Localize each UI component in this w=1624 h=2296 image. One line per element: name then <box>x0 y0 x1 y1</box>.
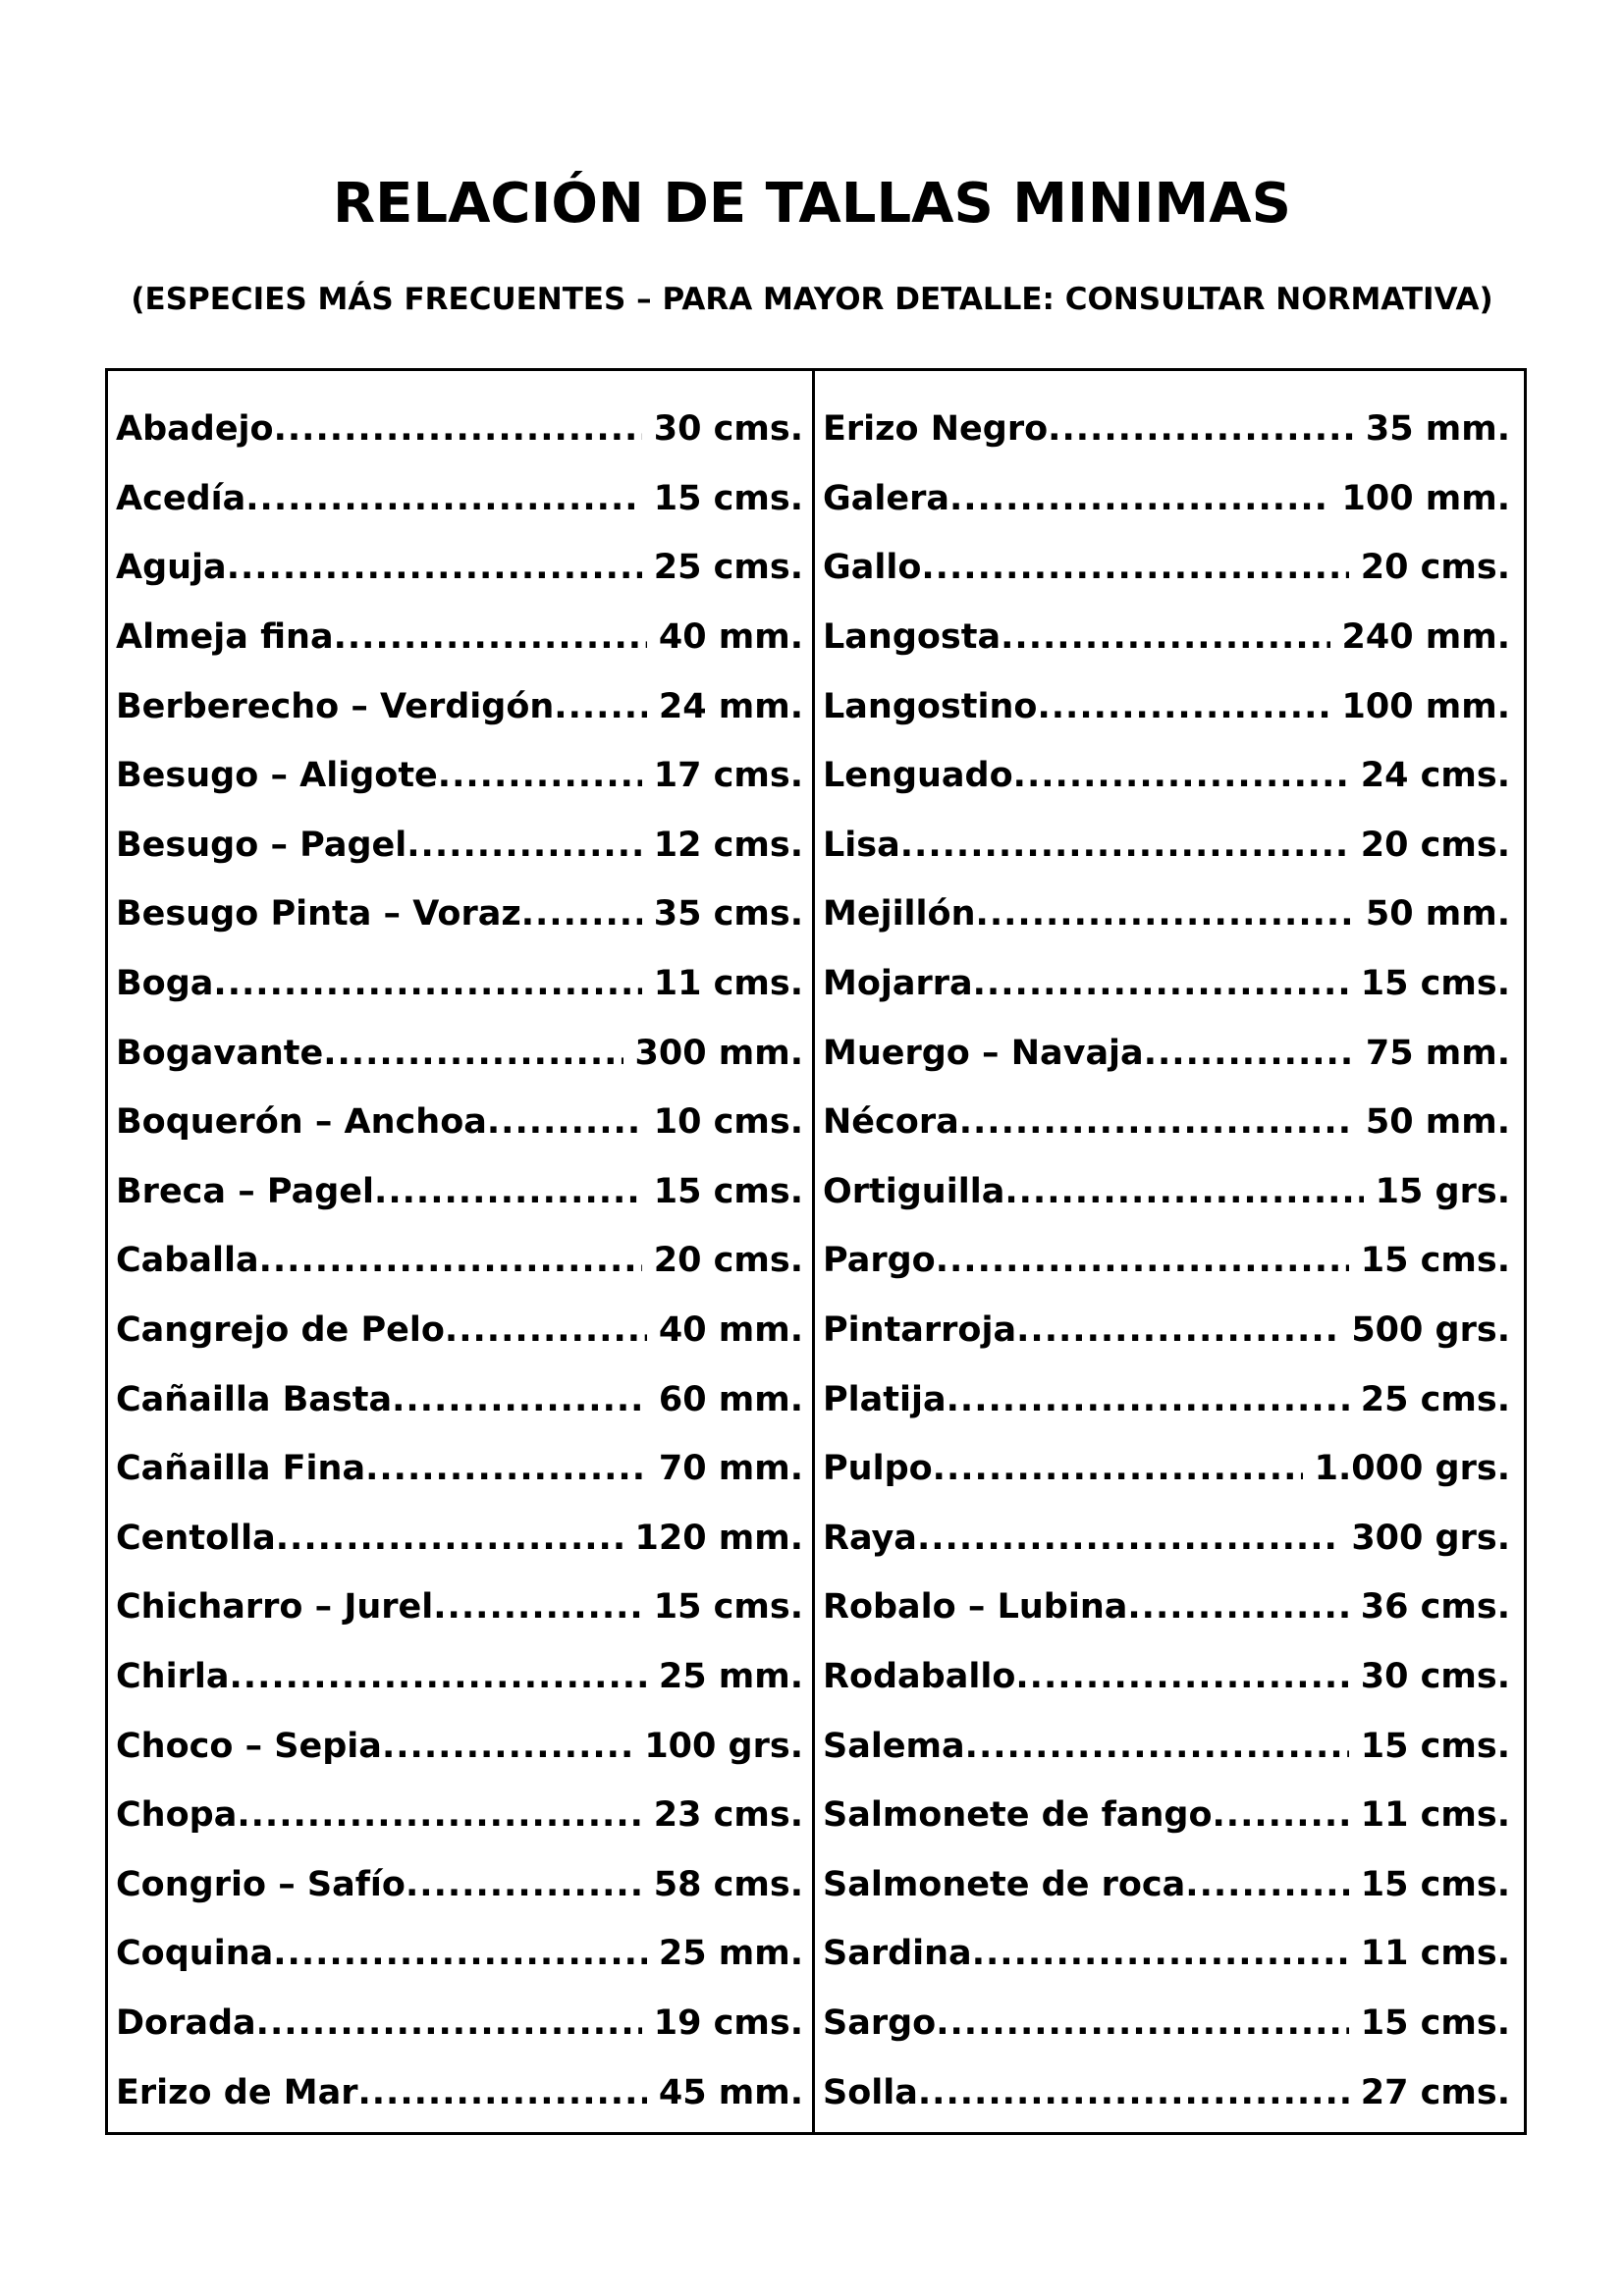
species-row <box>823 741 1510 811</box>
species-row <box>116 1018 803 1088</box>
minimum-size-value: 15 cms. <box>653 1587 803 1628</box>
species-name: Raya <box>823 1518 917 1558</box>
dot-leader <box>213 964 641 1003</box>
dot-leader <box>1212 1795 1348 1835</box>
minimum-size-value: 15 cms. <box>1360 1241 1510 1281</box>
minimum-size-value: 15 cms. <box>1360 2002 1510 2043</box>
species-name: Boquerón – Anchoa <box>116 1102 487 1143</box>
dot-leader <box>1127 1587 1348 1627</box>
species-name: Choco – Sepia <box>116 1726 382 1766</box>
species-row <box>116 880 803 949</box>
species-name: Besugo – Aligote <box>116 756 438 796</box>
species-row <box>823 1573 1510 1642</box>
dot-leader <box>357 2073 646 2112</box>
dot-leader <box>406 1865 642 1904</box>
species-row <box>823 464 1510 534</box>
species-row <box>116 1364 803 1434</box>
minimum-size-value: 60 mm. <box>658 1379 803 1419</box>
dot-leader <box>273 1934 647 1973</box>
minimum-size-value: 120 mm. <box>634 1518 803 1558</box>
species-name: Langosta <box>823 617 1001 658</box>
species-name: Muergo – Navaja <box>823 1033 1144 1073</box>
page-subtitle: (ESPECIES MÁS FRECUENTES – PARA MAYOR DETALLE: CONSULTAR NORMATIVA) <box>131 282 1493 317</box>
minimum-size-value: 15 cms. <box>1360 1726 1510 1766</box>
dot-leader <box>1016 1310 1339 1350</box>
species-row <box>823 1434 1510 1504</box>
species-name: Salmonete de fango <box>823 1795 1213 1836</box>
species-row <box>116 1088 803 1157</box>
species-row <box>116 395 803 464</box>
minimum-size-value: 15 cms. <box>653 1171 803 1211</box>
species-row <box>823 1018 1510 1088</box>
minimum-size-value: 300 grs. <box>1351 1518 1510 1558</box>
minimum-size-value: 30 cms. <box>653 409 803 450</box>
species-name: Congrio – Safío <box>116 1864 406 1904</box>
dot-leader <box>365 1449 647 1488</box>
species-row <box>823 603 1510 672</box>
species-row <box>823 2057 1510 2127</box>
right-species-column <box>823 395 1510 2127</box>
species-name: Gallo <box>823 548 922 588</box>
minimum-size-value: 11 cms. <box>1360 1795 1510 1836</box>
species-name: Sardina <box>823 1934 972 1974</box>
species-row <box>823 395 1510 464</box>
column-divider <box>812 368 815 2135</box>
species-name: Chirla <box>116 1656 230 1696</box>
species-row <box>116 464 803 534</box>
dot-leader <box>229 1657 646 1696</box>
minimum-size-value: 10 cms. <box>653 1102 803 1143</box>
species-name: Almeja fina <box>116 617 334 658</box>
species-row <box>116 2057 803 2127</box>
species-row <box>823 1711 1510 1781</box>
species-row <box>823 1642 1510 1712</box>
dot-leader <box>487 1102 642 1142</box>
species-name: Mejillón <box>823 894 976 934</box>
species-name: Robalo – Lubina <box>823 1587 1128 1628</box>
species-name: Pulpo <box>823 1449 933 1489</box>
minimum-size-value: 11 cms. <box>653 964 803 1004</box>
species-row <box>116 533 803 603</box>
dot-leader <box>1004 1172 1363 1211</box>
species-name: Ortiguilla <box>823 1171 1005 1211</box>
species-name: Aguja <box>116 548 227 588</box>
minimum-size-value: 25 cms. <box>1360 1379 1510 1419</box>
dot-leader <box>1037 687 1329 726</box>
species-row <box>116 1781 803 1850</box>
species-row <box>116 949 803 1019</box>
species-name: Salmonete de roca <box>823 1864 1186 1904</box>
species-name: Langostino <box>823 686 1038 726</box>
minimum-size-value: 20 cms. <box>653 1241 803 1281</box>
species-row <box>116 1157 803 1227</box>
species-name: Salema <box>823 1726 965 1766</box>
minimum-size-value: 25 mm. <box>658 1934 803 1974</box>
minimum-size-value: 500 grs. <box>1351 1310 1510 1351</box>
minimum-size-value: 12 cms. <box>653 825 803 865</box>
species-row <box>116 1849 803 1919</box>
dot-leader <box>936 2003 1349 2043</box>
species-name: Caballa <box>116 1241 259 1281</box>
species-row <box>823 1226 1510 1296</box>
dot-leader <box>382 1727 632 1766</box>
dot-leader <box>256 2003 642 2043</box>
species-name: Nécora <box>823 1102 959 1143</box>
minimum-size-value: 40 mm. <box>658 617 803 658</box>
species-name: Erizo Negro <box>823 409 1049 450</box>
dot-leader <box>976 894 1354 934</box>
dot-leader <box>1185 1865 1348 1904</box>
minimum-size-value: 15 cms. <box>653 478 803 518</box>
species-row <box>823 533 1510 603</box>
dot-leader <box>933 1449 1303 1488</box>
minimum-size-value: 100 grs. <box>644 1726 803 1766</box>
minimum-size-value: 1.000 grs. <box>1314 1449 1510 1489</box>
minimum-size-value: 35 mm. <box>1365 409 1510 450</box>
dot-leader <box>237 1795 641 1835</box>
minimum-size-value: 58 cms. <box>653 1864 803 1904</box>
species-row <box>116 1504 803 1574</box>
minimum-size-value: 19 cms. <box>653 2002 803 2043</box>
species-row <box>823 1781 1510 1850</box>
species-row <box>823 1849 1510 1919</box>
species-name: Sargo <box>823 2002 937 2043</box>
minimum-size-value: 20 cms. <box>1360 548 1510 588</box>
species-row <box>116 1434 803 1504</box>
dot-leader <box>521 894 642 934</box>
dot-leader <box>554 687 647 726</box>
minimum-size-value: 36 cms. <box>1360 1587 1510 1628</box>
species-name: Cañailla Fina <box>116 1449 366 1489</box>
dot-leader <box>245 479 642 518</box>
minimum-size-value: 240 mm. <box>1341 617 1510 658</box>
species-name: Centolla <box>116 1518 276 1558</box>
species-row <box>116 603 803 672</box>
minimum-size-value: 15 grs. <box>1375 1171 1510 1211</box>
species-row <box>116 741 803 811</box>
minimum-size-value: 30 cms. <box>1360 1656 1510 1696</box>
species-name: Dorada <box>116 2002 256 2043</box>
minimum-size-value: 11 cms. <box>1360 1934 1510 1974</box>
species-row <box>116 1296 803 1365</box>
dot-leader <box>1013 756 1349 795</box>
dot-leader <box>900 826 1349 865</box>
minimum-size-value: 100 mm. <box>1341 686 1510 726</box>
species-row <box>823 880 1510 949</box>
minimum-size-value: 23 cms. <box>653 1795 803 1836</box>
species-name: Cangrejo de Pelo <box>116 1310 445 1351</box>
dot-leader <box>921 548 1348 587</box>
species-row <box>823 949 1510 1019</box>
dot-leader <box>947 1380 1349 1419</box>
minimum-size-value: 75 mm. <box>1365 1033 1510 1073</box>
species-name: Breca – Pagel <box>116 1171 375 1211</box>
minimum-size-value: 15 cms. <box>1360 964 1510 1004</box>
dot-leader <box>1048 409 1354 449</box>
species-name: Boga <box>116 964 214 1004</box>
species-name: Besugo Pinta – Voraz <box>116 894 521 934</box>
minimum-size-value: 50 mm. <box>1365 1102 1510 1143</box>
dot-leader <box>323 1034 623 1073</box>
species-row <box>823 1364 1510 1434</box>
dot-leader <box>1001 617 1329 657</box>
minimum-size-value: 300 mm. <box>634 1033 803 1073</box>
species-row <box>823 1989 1510 2058</box>
minimum-size-value: 50 mm. <box>1365 894 1510 934</box>
dot-leader <box>334 617 647 657</box>
dot-leader <box>227 548 642 587</box>
species-name: Galera <box>823 478 949 518</box>
species-name: Coquina <box>116 1934 274 1974</box>
dot-leader <box>276 1519 623 1558</box>
dot-leader <box>445 1310 647 1350</box>
species-row <box>116 811 803 881</box>
species-name: Chopa <box>116 1795 238 1836</box>
species-name: Erizo de Mar <box>116 2072 358 2112</box>
species-row <box>116 1573 803 1642</box>
dot-leader <box>392 1380 647 1419</box>
species-row <box>823 1504 1510 1574</box>
species-row <box>116 1711 803 1781</box>
species-row <box>116 1989 803 2058</box>
minimum-size-value: 40 mm. <box>658 1310 803 1351</box>
minimum-size-value: 24 mm. <box>658 686 803 726</box>
minimum-size-value: 25 cms. <box>653 548 803 588</box>
dot-leader <box>959 1102 1354 1142</box>
species-row <box>116 671 803 741</box>
left-species-column <box>116 395 803 2127</box>
species-name: Berberecho – Verdigón <box>116 686 555 726</box>
species-row <box>823 811 1510 881</box>
species-name: Besugo – Pagel <box>116 825 407 865</box>
species-name: Lisa <box>823 825 900 865</box>
species-name: Pargo <box>823 1241 936 1281</box>
species-row <box>823 1296 1510 1365</box>
minimum-size-value: 15 cms. <box>1360 1864 1510 1904</box>
species-name: Bogavante <box>116 1033 324 1073</box>
minimum-size-value: 45 mm. <box>658 2072 803 2112</box>
dot-leader <box>936 1241 1349 1280</box>
dot-leader <box>918 2073 1349 2112</box>
minimum-size-value: 24 cms. <box>1360 756 1510 796</box>
dot-leader <box>406 826 641 865</box>
species-row <box>823 1919 1510 1989</box>
dot-leader <box>274 409 642 449</box>
dot-leader <box>433 1587 641 1627</box>
species-name: Cañailla Basta <box>116 1379 393 1419</box>
minimum-size-value: 20 cms. <box>1360 825 1510 865</box>
species-name: Mojarra <box>823 964 973 1004</box>
dot-leader <box>259 1241 642 1280</box>
species-row <box>116 1919 803 1989</box>
dot-leader <box>374 1172 642 1211</box>
minimum-size-value: 17 cms. <box>653 756 803 796</box>
species-name: Abadejo <box>116 409 274 450</box>
minimum-size-value: 25 mm. <box>658 1656 803 1696</box>
dot-leader <box>973 964 1349 1003</box>
page-title: RELACIÓN DE TALLAS MINIMAS <box>333 172 1291 236</box>
dot-leader <box>917 1519 1339 1558</box>
dot-leader <box>949 479 1330 518</box>
species-name: Platija <box>823 1379 947 1419</box>
dot-leader <box>972 1934 1349 1973</box>
species-row <box>116 1226 803 1296</box>
species-row <box>116 1642 803 1712</box>
minimum-size-value: 27 cms. <box>1360 2072 1510 2112</box>
species-name: Solla <box>823 2072 918 2112</box>
species-name: Rodaballo <box>823 1656 1016 1696</box>
species-name: Lenguado <box>823 756 1013 796</box>
species-name: Pintarroja <box>823 1310 1017 1351</box>
dot-leader <box>1144 1034 1354 1073</box>
minimum-size-value: 35 cms. <box>653 894 803 934</box>
dot-leader <box>438 756 642 795</box>
species-row <box>823 1157 1510 1227</box>
dot-leader <box>965 1727 1349 1766</box>
species-name: Chicharro – Jurel <box>116 1587 434 1628</box>
species-name: Acedía <box>116 478 246 518</box>
dot-leader <box>1015 1657 1348 1696</box>
species-row <box>823 1088 1510 1157</box>
minimum-size-value: 70 mm. <box>658 1449 803 1489</box>
minimum-size-value: 100 mm. <box>1341 478 1510 518</box>
species-row <box>823 671 1510 741</box>
